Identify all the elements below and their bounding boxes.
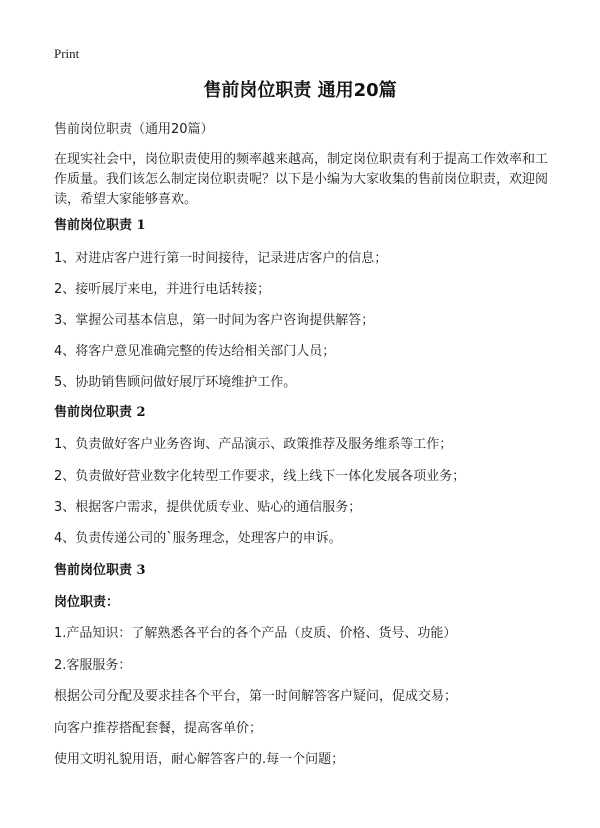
list-item: 3、根据客户需求，提供优质专业、贴心的通信服务； xyxy=(54,500,362,515)
section-heading: 售前岗位职责 3 xyxy=(54,563,146,578)
list-item: 使用文明礼貌用语，耐心解答客户的.每一个问题； xyxy=(54,752,345,767)
list-item: 2、接听展厅来电，并进行电话转接； xyxy=(54,282,271,297)
list-item: 根据公司分配及要求挂各个平台，第一时间解答客户疑问，促成交易； xyxy=(54,689,458,704)
list-item: 向客户推荐搭配套餐，提高客单价； xyxy=(54,721,263,736)
list-item: 5、协助销售顾问做好展厅环境维护工作。 xyxy=(54,375,297,390)
section-heading: 售前岗位职责 1 xyxy=(54,218,146,233)
list-item: 1、负责做好客户业务咨询、产品演示、政策推荐及服务维系等工作； xyxy=(54,437,453,452)
intro-paragraph: 在现实社会中，岗位职责使用的频率越来越高，制定岗位职责有利于提高工作效率和工作质量。我们该怎么制定岗位职责呢？以下是小编为大家收集的售前岗位职责，欢迎阅读，希望大家能够喜欢。 xyxy=(54,152,549,207)
document-title: 售前岗位职责 通用20篇 xyxy=(203,80,397,101)
list-item: 4、负责传递公司的`服务理念，处理客户的申诉。 xyxy=(54,531,342,546)
list-item: 2.客服服务： xyxy=(54,658,132,673)
list-item: 4、将客户意见准确完整的传达给相关部门人员； xyxy=(54,344,336,359)
section-heading: 售前岗位职责 2 xyxy=(54,405,146,420)
list-item: 2、负责做好营业数字化转型工作要求，线上线下一体化发展各项业务； xyxy=(54,469,466,484)
document-subtitle: 售前岗位职责（通用20篇） xyxy=(54,122,214,137)
list-item: 1.产品知识：了解熟悉各平台的各个产品（皮质、价格、货号、功能） xyxy=(54,626,457,641)
section-subheading: 岗位职责： xyxy=(54,595,120,610)
print-label: Print xyxy=(54,46,80,61)
list-item: 3、掌握公司基本信息，第一时间为客户咨询提供解答； xyxy=(54,313,375,328)
list-item: 1、对进店客户进行第一时间接待，记录进店客户的信息； xyxy=(54,251,388,266)
